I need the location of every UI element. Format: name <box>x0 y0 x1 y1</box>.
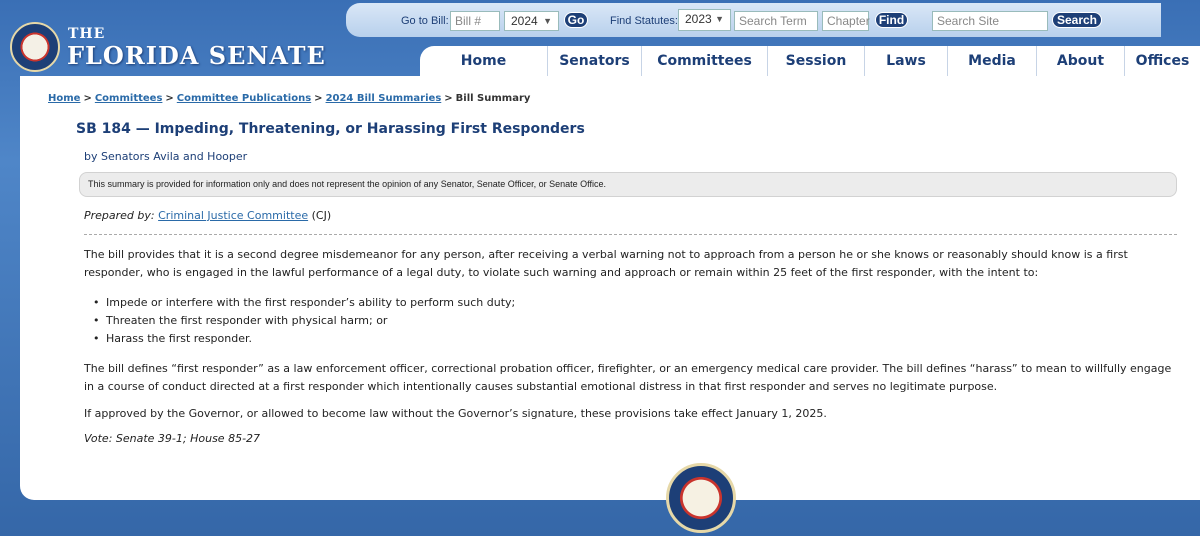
bill-year-value: 2024 <box>511 14 538 28</box>
vote-tally: Vote: Senate 39-1; House 85-27 <box>84 432 261 445</box>
nav-media[interactable]: Media <box>948 46 1037 76</box>
prepared-by <box>84 209 331 222</box>
nav-laws[interactable]: Laws <box>865 46 948 76</box>
committee-code: (CJ) <box>311 209 332 222</box>
nav-committees[interactable]: Committees <box>642 46 768 76</box>
statutes-year-select[interactable] <box>678 9 731 31</box>
main-nav <box>420 46 1200 76</box>
bill-number-input[interactable]: Bill # <box>450 11 500 31</box>
breadcrumb-home[interactable]: Home <box>48 93 81 104</box>
statutes-year-value: 2023 <box>685 12 712 26</box>
senate-seal-icon[interactable] <box>10 22 60 72</box>
summary-paragraph-2: The bill defines “first responder” as a law enforcement officer, correctional probation officer, firefighter, or an emergency medical care provider. The bill defines “harass” to mean to willfully engage in a course of conduct directed at a first responder which intentionally causes substantial emotional distress in that first responder and serves no legitimate purpose. <box>84 362 1172 393</box>
nav-about[interactable]: About <box>1037 46 1125 76</box>
intent-list <box>106 294 515 348</box>
summary-paragraph-3: If approved by the Governor, or allowed to become law without the Governor’s signature, these provisions take effect January 1, 2025. <box>84 407 827 420</box>
search-site-input[interactable]: Search Site <box>932 11 1048 31</box>
prepared-by-label: Prepared by: <box>84 209 155 222</box>
list-item: • Impede or interfere with the first responder’s ability to perform such duty; <box>106 294 515 312</box>
breadcrumb-separator: > <box>165 93 174 104</box>
breadcrumb-committees[interactable]: Committees <box>94 93 163 104</box>
breadcrumb-current: Bill Summary <box>455 93 531 104</box>
section-divider <box>84 234 1177 235</box>
bill-year-select[interactable] <box>504 11 559 31</box>
page-title: SB 184 — Impeding, Threatening, or Harassing First Responders <box>76 121 585 137</box>
committee-link[interactable]: Criminal Justice Committee <box>158 209 309 222</box>
search-button[interactable]: Search <box>1052 12 1102 28</box>
senate-seal-icon[interactable] <box>666 463 736 533</box>
nav-senators[interactable]: Senators <box>548 46 642 76</box>
breadcrumb <box>48 93 530 104</box>
content-panel <box>20 76 1200 500</box>
nav-session[interactable]: Session <box>768 46 865 76</box>
nav-offices[interactable]: Offices <box>1135 53 1190 69</box>
find-statutes-label-text: Find Statutes: <box>610 15 678 27</box>
nav-home[interactable]: Home <box>420 46 548 76</box>
goto-bill-label <box>401 11 449 31</box>
chevron-down-icon: ▼ <box>715 14 724 24</box>
find-statutes-label <box>610 11 678 31</box>
logo-title[interactable]: FLORIDA SENATE <box>67 41 326 70</box>
goto-bill-label-text: Go to Bill: <box>401 15 449 27</box>
breadcrumb-separator: > <box>444 93 453 104</box>
bill-sponsors: by Senators Avila and Hooper <box>84 150 248 163</box>
breadcrumb-publications[interactable]: Committee Publications <box>176 93 312 104</box>
disclaimer-notice: This summary is provided for information only and does not represent the opinion of any Senator, Senate Officer, or Senate Office. <box>79 172 1177 197</box>
breadcrumb-summaries[interactable]: 2024 Bill Summaries <box>325 93 442 104</box>
search-term-input[interactable]: Search Term <box>734 11 818 31</box>
chevron-down-icon: ▼ <box>543 16 552 26</box>
site-header <box>0 0 1200 76</box>
chapter-input[interactable]: Chapter <box>822 11 869 31</box>
list-item: • Threaten the first responder with physical harm; or <box>106 312 515 330</box>
breadcrumb-separator: > <box>83 93 92 104</box>
summary-paragraph-1: The bill provides that it is a second degree misdemeanor for any person, after receiving a verbal warning not to approach from a person he or she knows or reasonably should know is a first responder, who is engaged in the lawful performance of a legal duty, to violate such warning and approach or remain within 25 feet of the first responder, with the intent to: <box>84 248 1128 279</box>
logo-the[interactable]: THE <box>68 26 106 42</box>
breadcrumb-separator: > <box>314 93 323 104</box>
go-button[interactable]: Go <box>564 12 588 28</box>
find-button[interactable]: Find <box>875 12 908 28</box>
list-item: • Harass the first responder. <box>106 330 515 348</box>
search-toolbar <box>346 3 1161 37</box>
